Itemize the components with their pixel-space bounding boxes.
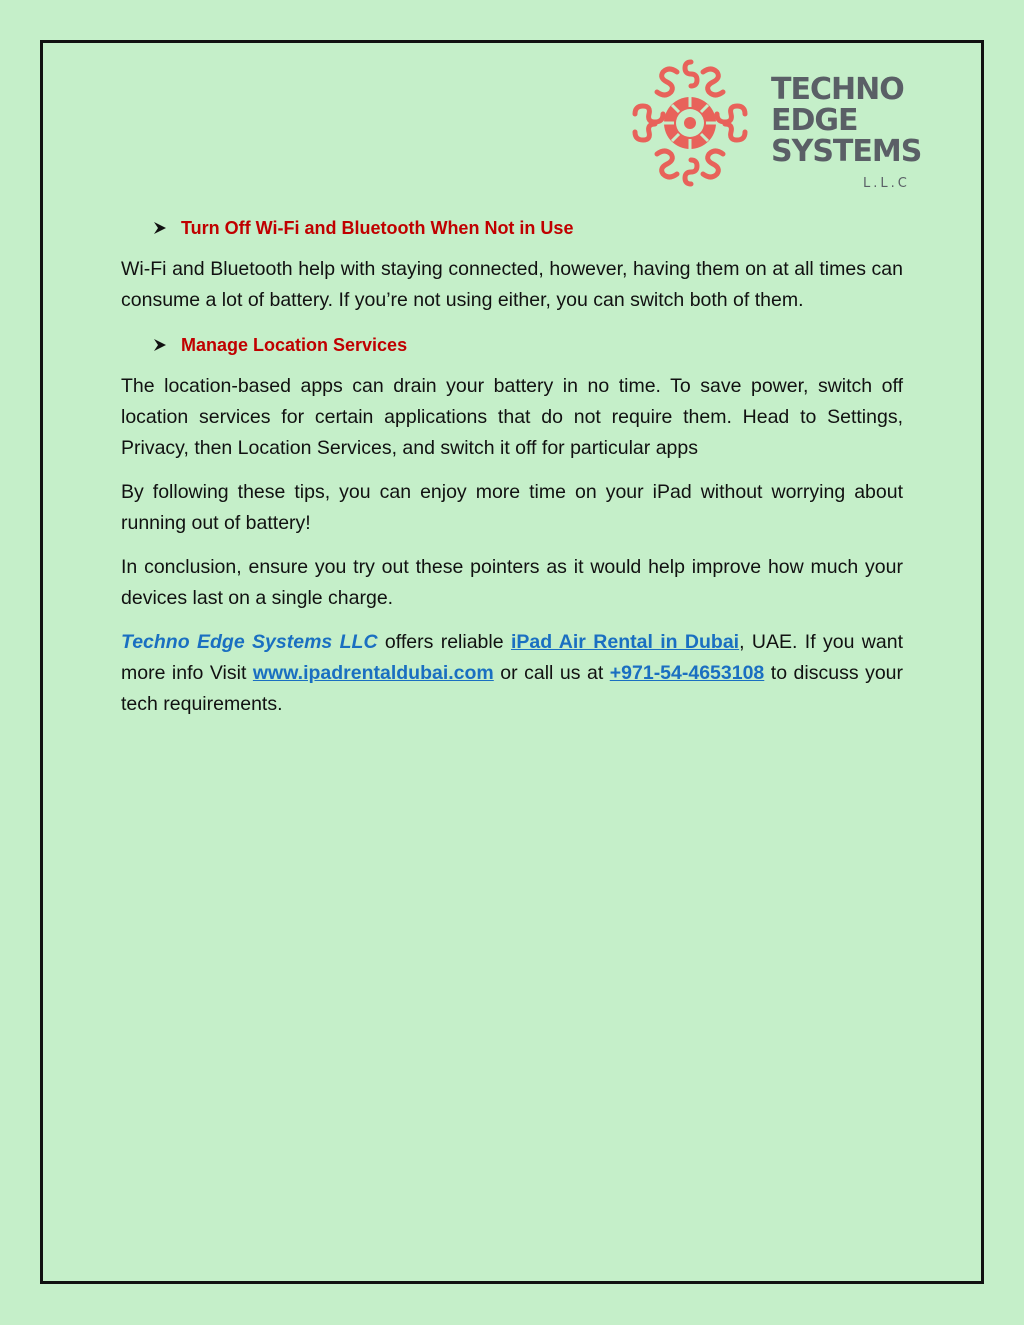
section-paragraph-wifi: Wi-Fi and Bluetooth help with staying connected, however, having them on at all times can consume a lot of battery. If you’re not using either, you can switch both of them.: [121, 258, 903, 311]
cta-paragraph: [121, 627, 903, 720]
cta-text-3: or call us at: [493, 662, 610, 684]
cta-text-4: to discuss your tech requirements.: [121, 662, 904, 715]
phone-link[interactable]: +971-54-4653108: [609, 662, 765, 684]
section-heading-wifi: [153, 212, 903, 244]
logo-line-2: EDGE: [771, 103, 858, 138]
section-heading-text: Turn Off Wi-Fi and Bluetooth When Not in Use: [181, 217, 574, 238]
company-logo: [625, 58, 922, 198]
brand-name: Techno Edge Systems LLC: [121, 631, 378, 653]
section-heading-text: Manage Location Services: [181, 334, 408, 355]
conclusion-paragraph: In conclusion, ensure you try out these pointers as it would help improve how much your devices last on a single charge.: [121, 556, 903, 609]
arrow-bullet-icon: [153, 221, 167, 235]
ipad-rental-link[interactable]: iPad Air Rental in Dubai: [510, 631, 740, 653]
cta-text-1: offers reliable: [377, 631, 511, 653]
section-heading-location: [153, 329, 903, 361]
logo-suffix: L.L.C: [863, 176, 910, 191]
cta-text-2: , UAE. If you want more info Visit: [121, 631, 904, 684]
logo-wordmark: [771, 74, 921, 167]
section-paragraph-location: The location-based apps can drain your battery in no time. To save power, switch off location services for certain applications that do not require them. Head to Settings, Privacy, then Location Services, and switch it off for particular apps: [121, 375, 903, 459]
tips-paragraph: By following these tips, you can enjoy more time on your iPad without worrying about running out of battery!: [121, 481, 903, 534]
arrow-bullet-icon: [153, 338, 167, 352]
gear-swirl-logo-icon: [625, 58, 755, 188]
logo-line-1: TECHNO: [771, 72, 904, 107]
logo-line-3: SYSTEMS: [771, 134, 922, 169]
website-link[interactable]: www.ipadrentaldubai.com: [252, 662, 494, 684]
document-body: [121, 212, 903, 733]
